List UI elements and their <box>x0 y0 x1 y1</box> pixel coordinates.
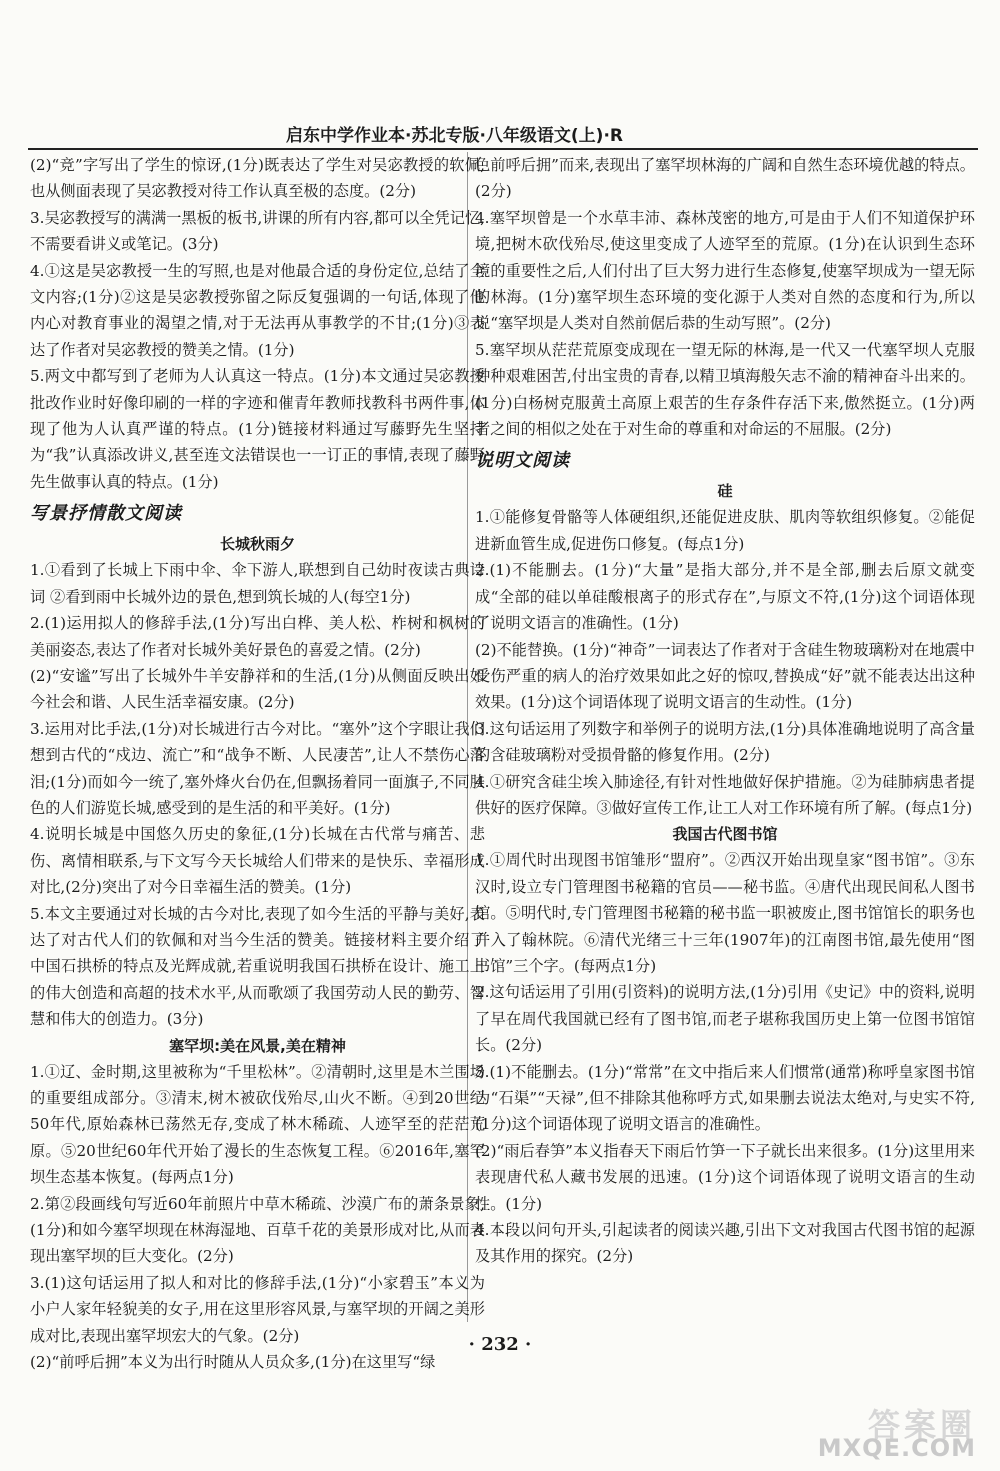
watermark <box>732 1400 982 1464</box>
header-title: 启东中学作业本·苏北专版·八年级语文(上)·R <box>285 126 623 146</box>
answer-paragraph: 1.①能修复骨骼等人体硬组织,还能促进皮肤、肌肉等软组织修复。②能促进新血管生成,促进伤口修复。(每点1分) <box>475 508 975 553</box>
watermark-logo: 答案圈 <box>867 1406 976 1444</box>
answer-paragraph: 2.这句话运用了引用(引资料)的说明方法,(1分)引用《史记》中的资料,说明了早在周代我国就已经有了图书馆,而老子堪称我国历史上第一位图书馆馆长。(2分) <box>475 983 975 1055</box>
watermark-url: MXQE.COM <box>817 1434 976 1462</box>
answer-paragraph: 3.(1)这句话运用了拟人和对比的修辞手法,(1分)“小家碧玉”本义为小户人家年轻貌美的女子,用在这里形容风景,与塞罕坝的开阔之美形成对比,表现出塞罕坝宏大的气象。(2分) <box>30 1273 485 1345</box>
answer-paragraph: 4.①这是吴宓教授一生的写照,也是对他最合适的身份定位,总结了全文内容;(1分)②这是吴宓教授弥留之际反复强调的一句话,体现了他内心对教育事业的渴望之情,对于无法再从事教学的不甘;(1分)③表达了作者对吴宓教授的赞美之情。(1分) <box>30 261 485 359</box>
answer-paragraph: 色前呼后拥”而来,表现出了塞罕坝林海的广阔和自然生态环境优越的特点。(2分) <box>475 156 975 201</box>
answer-paragraph: (2)不能替换。(1分)“神奇”一词表达了作者对于含硅生物玻璃粉对在地震中受伤严重的病人的治疗效果如此之好的惊叹,替换成“好”就不能表达出这种效果。(1分)这个词语体现了说明文语言的生动性。(1分) <box>475 640 975 712</box>
answer-paragraph: 1.①看到了长城上下雨中伞、伞下游人,联想到自己幼时夜读古典诗词 ②看到雨中长城外边的景色,想到筑长城的人(每空1分) <box>30 561 485 606</box>
answer-paragraph: (2)“竞”字写出了学生的惊讶,(1分)既表达了学生对吴宓教授的软佩,也从侧面表现了吴宓教授对待工作认真至极的态度。(2分) <box>30 156 485 201</box>
article-title: 我国古代图书馆 <box>672 825 778 844</box>
answer-paragraph: 4.本段以问句开头,引起读者的阅读兴趣,引出下文对我国古代图书馆的起源及其作用的探究。(2分) <box>475 1221 975 1266</box>
page-header <box>28 118 978 150</box>
answer-paragraph: 4.塞罕坝曾是一个水草丰沛、森林茂密的地方,可是由于人们不知道保护环境,把树木砍伐殆尽,使这里变成了人迹罕至的荒原。(1分)在认识到生态环境的重要性之后,人们付出了巨大努力进行生态修复,使塞罕坝成为一望无际的林海。(1分)塞罕坝生态环境的变化源于人类对自然的态度和行为,所以说“塞罕坝是人类对自然前倨后恭的生动写照”。(2分) <box>475 208 975 333</box>
answer-paragraph: 2.第②段画线句写近60年前照片中草木稀疏、沙漠广布的萧条景象,(1分)和如今塞罕坝现在林海湿地、百草千花的美景形成对比,从而表现出塞罕坝的巨大变化。(2分) <box>30 1194 485 1266</box>
left-column <box>30 152 485 1375</box>
answer-paragraph: 5.塞罕坝从茫茫荒原变成现在一望无际的林海,是一代又一代塞罕坝人克服种种艰难困苦,付出宝贵的青春,以精卫填海般矢志不渝的精神奋斗出来的。(1分)白杨树克服黄土高原上艰苦的生存条件存活下来,傲然挺立。(1分)两者之间的相似之处在于对生命的尊重和对命运的不屈服。(2分) <box>475 340 975 439</box>
section-heading: 写景抒情散文阅读 <box>30 503 182 525</box>
answer-paragraph: (2)“雨后春笋”本义指春天下雨后竹笋一下子就长出来很多。(1分)这里用来表现唐代私人藏书发展的迅速。(1分)这个词语体现了说明文语言的生动性。(1分) <box>475 1141 975 1213</box>
answer-paragraph: 3.这句话运用了列数字和举例子的说明方法,(1分)具体准确地说明了高含量的含硅玻璃粉对受损骨骼的修复作用。(2分) <box>475 719 975 765</box>
article-title: 塞罕坝:美在风景,美在精神 <box>169 1036 346 1055</box>
answer-paragraph: 2.(1)不能删去。(1分)“大量”是指大部分,并不是全部,删去后原文就变成“全部的硅以单硅酸根离子的形式存在”,与原文不符,(1分)这个词语体现了说明文语言的准确性。(1分) <box>475 561 975 633</box>
answer-paragraph: 1.①辽、金时期,这里被称为“千里松林”。②清朝时,这里是木兰围场的重要组成部分。③清末,树木被砍伐殆尽,山火不断。④到20世纪50年代,原始森林已荡然无存,变成了林木稀疏、人迹罕至的茫茫荒原。⑤20世纪60年代开始了漫长的生态恢复工程。⑥2016年,塞罕坝生态基本恢复。(每两点1分) <box>30 1062 485 1187</box>
answer-paragraph: 4.说明长城是中国悠久历史的象征,(1分)长城在古代常与痛苦、悲伤、离情相联系,与下文写今天长城给人们带来的是快乐、幸福形成对比,(2分)突出了对今日幸福生活的赞美。(1分) <box>30 825 485 897</box>
answer-paragraph: 1.①周代时出现图书馆雏形“盟府”。②西汉开始出现皇家“图书馆”。③东汉时,设立专门管理图书秘籍的官员——秘书监。④唐代出现民间私人图书馆。⑤明代时,专门管理图书秘籍的秘书监一职被废止,图书馆馆长的职务也并入了翰林院。⑥清代光绪三十三年(1907年)的江南图书馆,最先使用“图书馆”三个字。(每两点1分) <box>475 851 975 975</box>
article-title: 长城秋雨夕 <box>219 535 295 554</box>
answer-paragraph: 3.(1)不能删去。(1分)“常常”在文中指后来人们惯常(通常)称呼皇家图书馆为“石渠”“天禄”,但不排除其他称呼方式,如果删去说法太绝对,与史实不符,(1分)这个词语体现了说明文语言的准确性。 <box>475 1062 975 1134</box>
answer-paragraph: 4.①研究含硅尘埃入肺途径,有针对性地做好保护措施。②为硅肺病患者提供好的医疗保障。③做好宣传工作,让工人对工作环境有所了解。(每点1分) <box>475 772 975 817</box>
section-heading: 说明文阅读 <box>475 450 570 472</box>
answer-paragraph: 2.(1)运用拟人的修辞手法,(1分)写出白桦、美人松、柞树和枫树的美丽姿态,表达了作者对长城外美好景色的喜爱之情。(2分) <box>30 614 485 659</box>
page-number: · 232 · <box>468 1334 532 1355</box>
answer-paragraph: 3.吴宓教授写的满满一黑板的板书,讲课的所有内容,都可以全凭记忆,不需要看讲义或笔记。(3分) <box>30 208 485 254</box>
answer-paragraph: (2)“前呼后拥”本义为出行时随从人员众多,(1分)在这里写“绿 <box>30 1353 436 1372</box>
answer-paragraph: (2)“安谧”写出了长城外牛羊安静祥和的生活,(1分)从侧面反映出如今社会和谐、人民生活幸福安康。(2分) <box>30 666 485 712</box>
answer-paragraph: 5.本文主要通过对长城的古今对比,表现了如今生活的平静与美好,表达了对古代人们的钦佩和对当今生活的赞美。链接材料主要介绍了中国石拱桥的特点及光辉成就,若重说明我国石拱桥在设计、施工上的伟大创造和高超的技术水平,从而歌颂了我国劳动人民的勤劳、智慧和伟大的创造力。(3分) <box>30 904 485 1029</box>
answer-paragraph: 5.两文中都写到了老师为人认真这一特点。(1分)本文通过吴宓教授批改作业时好像印刷的一样的字迹和催青年教师找教科书两件事,体现了他为人认真严谨的特点。(1分)链接材料通过写藤野先生坚持为“我”认真添改讲义,甚至连文法错误也一一订正的事情,表现了藤野先生做事认真的特点。(1分) <box>30 367 485 491</box>
right-column <box>475 152 975 1270</box>
answer-paragraph: 3.运用对比手法,(1分)对长城进行古今对比。“塞外”这个字眼让我们想到古代的“戍边、流亡”和“战争不断、人民凄苦”,让人不禁伤心落泪;(1分)而如今一统了,塞外烽火台仍在,但飘扬着同一面旗子,不同肤色的人们游览长城,感受到的是生活的和平美好。(1分) <box>30 719 485 817</box>
article-title: 硅 <box>717 482 733 501</box>
